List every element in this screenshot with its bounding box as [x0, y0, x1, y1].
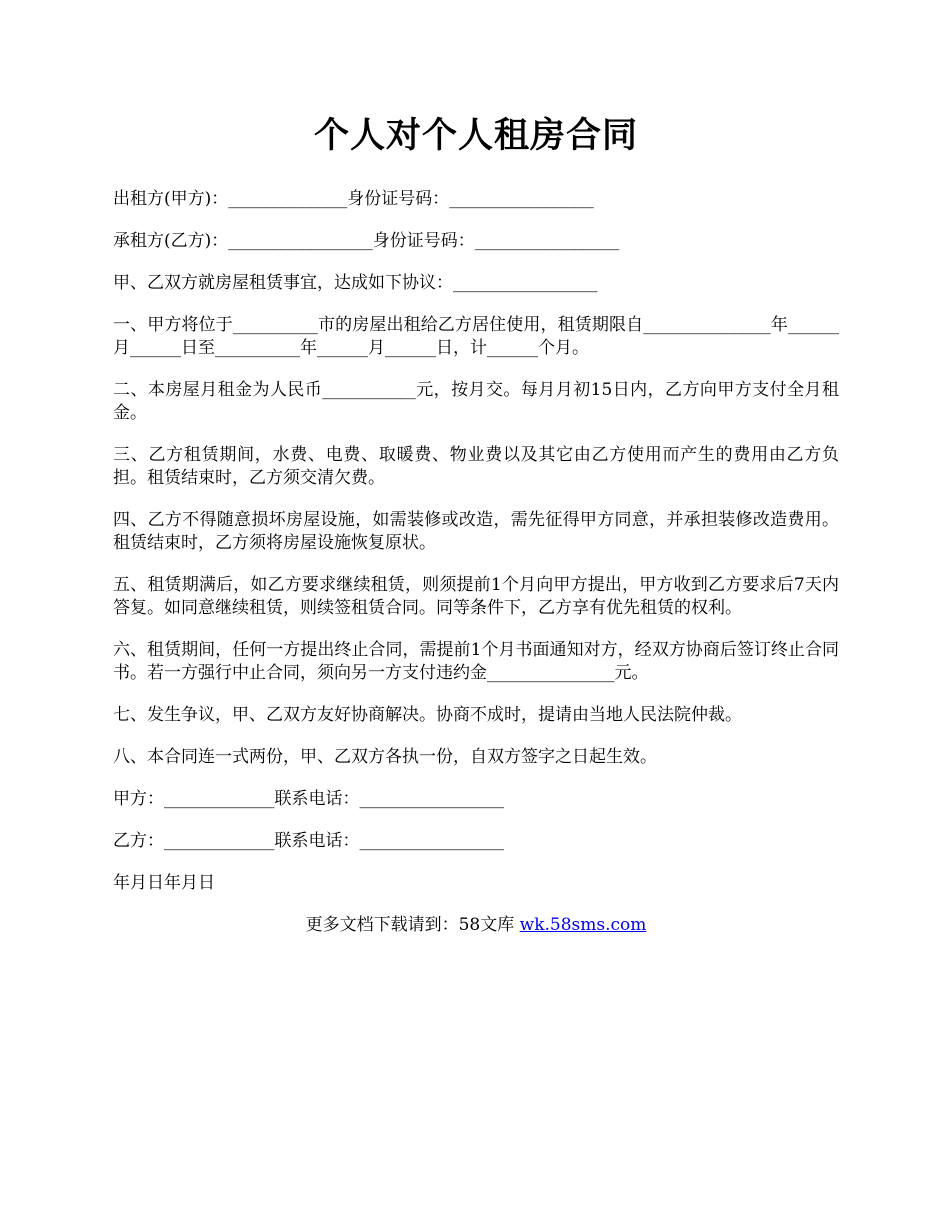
footer-link[interactable]: wk.58sms.com	[519, 915, 647, 935]
document-page	[113, 108, 839, 954]
clause-lessor: 出租方(甲方)：______________身份证号码：_________________	[113, 189, 594, 209]
download-footer	[113, 914, 839, 937]
clause-1-premises-term: 一、甲方将位于__________市的房屋出租给乙方居住使用，租赁期限自_______________年______月______日至__________年______月______日，计______个月。	[113, 315, 839, 358]
clause-8-copies: 八、本合同连一式两份，甲、乙双方各执一份，自双方签字之日起生效。	[113, 747, 657, 767]
clause-4-facilities: 四、乙方不得随意损坏房屋设施，如需装修或改造，需先征得甲方同意，并承担装修改造费用。租赁结束时，乙方须将房屋设施恢复原状。	[113, 510, 839, 553]
signature-dates: 年月日年月日	[113, 873, 215, 893]
clause-lessee: 承租方(乙方)：_________________身份证号码：_________________	[113, 231, 620, 251]
signature-party-b: 乙方：_____________联系电话：_________________	[113, 831, 504, 851]
clause-7-disputes: 七、发生争议，甲、乙双方友好协商解决。协商不成时，提请由当地人民法院仲裁。	[113, 705, 742, 725]
clause-6-termination: 六、租赁期间，任何一方提出终止合同，需提前1个月书面通知对方，经双方协商后签订终止合同书。若一方强行中止合同，须向另一方支付违约金_______________元。	[113, 640, 839, 683]
document-title: 个人对个人租房合同	[313, 115, 638, 156]
footer-prefix: 更多文档下载请到：58文库	[305, 915, 520, 935]
clause-2-rent: 二、本房屋月租金为人民币___________元，按月交。每月月初15日内，乙方向甲方支付全月租金。	[113, 380, 839, 423]
clause-3-utilities: 三、乙方租赁期间，水费、电费、取暖费、物业费以及其它由乙方使用而产生的费用由乙方负担。租赁结束时，乙方须交清欠费。	[113, 445, 839, 488]
signature-party-a: 甲方：_____________联系电话：_________________	[113, 789, 504, 809]
clause-agreement-intro: 甲、乙双方就房屋租赁事宜，达成如下协议：_________________	[113, 273, 598, 293]
clause-5-renewal: 五、租赁期满后，如乙方要求继续租赁，则须提前1个月向甲方提出，甲方收到乙方要求后7天内答复。如同意继续租赁，则续签租赁合同。同等条件下，乙方享有优先租赁的权利。	[113, 575, 839, 618]
